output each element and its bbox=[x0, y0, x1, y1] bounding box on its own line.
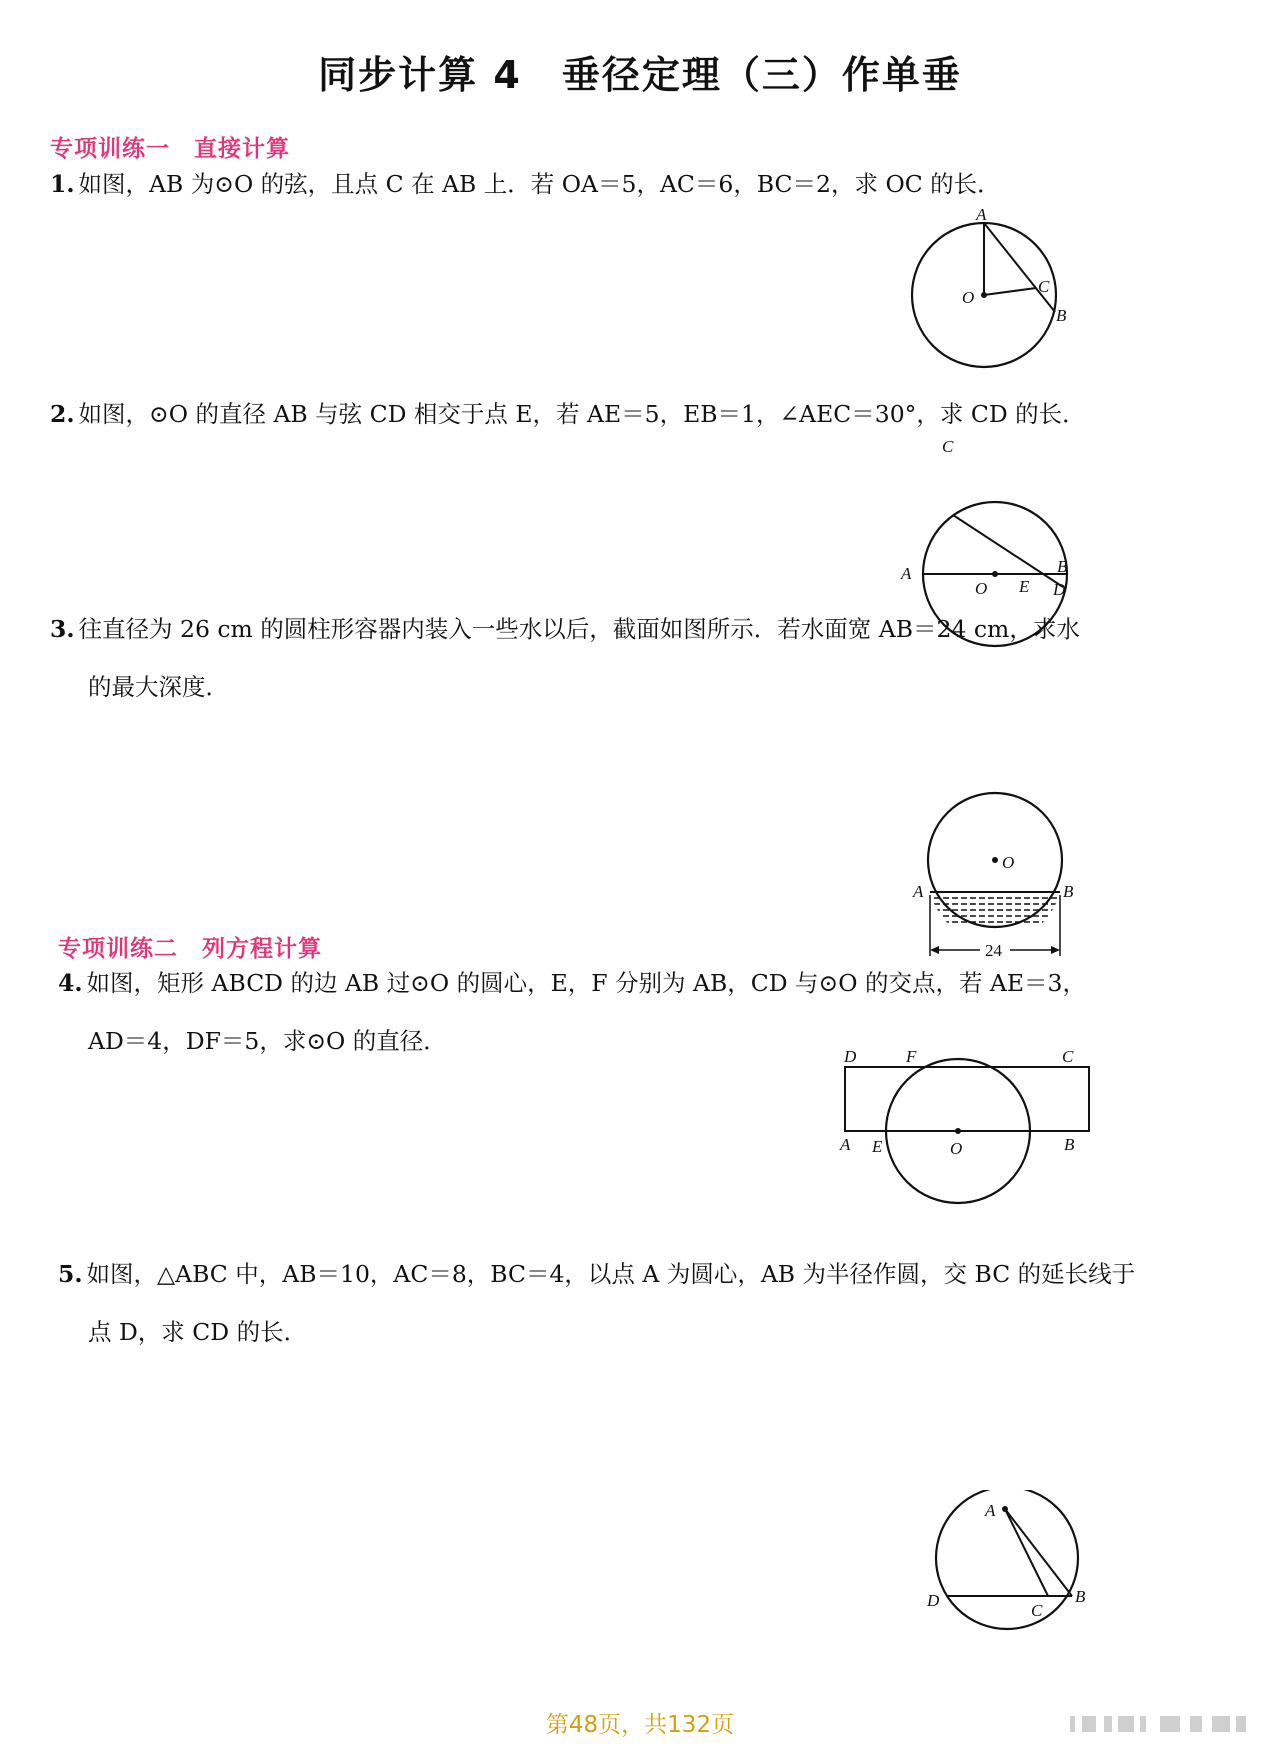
fig3-label-o: O bbox=[1002, 853, 1015, 872]
fig1-label-a: A bbox=[976, 205, 987, 224]
problem-1 bbox=[50, 155, 1001, 213]
page-title: 同步计算 4 垂径定理（三）作单垂 bbox=[318, 53, 962, 97]
fig4-rectangle bbox=[845, 1067, 1089, 1131]
fig4-label-c: C bbox=[1062, 1047, 1074, 1066]
fig1-chord-ab bbox=[984, 223, 1055, 312]
fig3-water-hatching bbox=[925, 898, 1065, 922]
fig5-label-d: D bbox=[927, 1591, 940, 1610]
scan-mark bbox=[1082, 1716, 1096, 1732]
problem-3-line-2: 的最大深度． bbox=[88, 673, 229, 701]
fig5-segment-ab bbox=[1005, 1509, 1072, 1596]
fig5-center-dot bbox=[1002, 1506, 1008, 1512]
fig3-label-a: A bbox=[913, 882, 924, 901]
fig4-label-a: A bbox=[840, 1135, 851, 1154]
problem-4-line-2: AD＝4，DF＝5，求⊙O 的直径． bbox=[88, 1027, 447, 1055]
fig2-label-d: D bbox=[1053, 580, 1066, 599]
fig1-label-b: B bbox=[1056, 306, 1067, 325]
section-heading-2: 专项训练二 列方程计算 bbox=[58, 936, 322, 962]
scan-mark bbox=[1118, 1716, 1134, 1732]
fig3-arrow-right bbox=[1051, 946, 1060, 954]
fig2-label-e: E bbox=[1019, 577, 1030, 596]
fig3-center-dot bbox=[992, 857, 998, 863]
problem-3-line-1: 往直径为 26 cm 的圆柱形容器内装入一些水以后，截面如图所示．若水面宽 AB＝24 cm，求水 bbox=[78, 615, 1080, 643]
fig5-label-a: A bbox=[985, 1501, 996, 1520]
page-footer: 第48页，共132页 bbox=[545, 1712, 735, 1738]
problem-5 bbox=[58, 1245, 1135, 1361]
fig2-label-b: B bbox=[1057, 557, 1068, 576]
fig3-label-width: 24 bbox=[985, 941, 1002, 960]
fig2-label-o: O bbox=[975, 579, 988, 598]
problem-2-text: 如图，⊙O 的直径 AB 与弦 CD 相交于点 E，若 AE＝5，EB＝1，∠AEC＝30°，求 CD 的长． bbox=[78, 400, 1086, 428]
scan-mark bbox=[1070, 1716, 1075, 1732]
fig1-label-c: C bbox=[1038, 277, 1050, 296]
problem-1-number: 1. bbox=[50, 170, 75, 198]
fig3-label-b: B bbox=[1063, 882, 1074, 901]
scan-mark bbox=[1190, 1716, 1202, 1732]
scan-mark bbox=[1236, 1716, 1246, 1732]
scan-mark bbox=[1212, 1716, 1230, 1732]
problem-3-number: 3. bbox=[50, 615, 75, 643]
problem-5-number: 5. bbox=[58, 1260, 83, 1288]
fig4-label-f: F bbox=[906, 1047, 917, 1066]
fig1-label-o: O bbox=[962, 288, 975, 307]
fig3-arrow-left bbox=[930, 946, 939, 954]
fig4-label-b: B bbox=[1064, 1135, 1075, 1154]
fig4-label-o: O bbox=[950, 1139, 963, 1158]
fig1-center-dot bbox=[981, 292, 987, 298]
fig5-segment-ac bbox=[1005, 1509, 1048, 1596]
fig1-segment-oc bbox=[984, 288, 1036, 295]
fig4-label-e: E bbox=[872, 1137, 883, 1156]
problem-1-text: 如图，AB 为⊙O 的弦，且点 C 在 AB 上．若 OA＝5，AC＝6，BC＝2，求 OC 的长． bbox=[78, 170, 1001, 198]
fig2-chord-cd bbox=[953, 515, 1063, 587]
problem-5-line-1: 如图，△ABC 中，AB＝10，AC＝8，BC＝4，以点 A 为圆心，AB 为半径作圆，交 BC 的延长线于 bbox=[86, 1260, 1136, 1288]
scan-mark bbox=[1160, 1716, 1180, 1732]
problem-4-number: 4. bbox=[58, 969, 83, 997]
problem-2-number: 2. bbox=[50, 400, 75, 428]
figure-5 bbox=[915, 1490, 1105, 1670]
problem-3 bbox=[50, 600, 1080, 716]
figure-1 bbox=[900, 200, 1090, 380]
fig2-center-dot bbox=[992, 571, 998, 577]
section-heading-1: 专项训练一 直接计算 bbox=[50, 136, 290, 162]
fig5-label-c: C bbox=[1031, 1601, 1043, 1620]
fig4-center-dot bbox=[955, 1128, 961, 1134]
fig2-label-a: A bbox=[901, 564, 912, 583]
figure-3 bbox=[905, 780, 1105, 965]
fig2-label-c: C bbox=[942, 437, 954, 456]
scan-mark bbox=[1140, 1716, 1146, 1732]
scan-mark bbox=[1104, 1716, 1112, 1732]
problem-4-line-1: 如图，矩形 ABCD 的边 AB 过⊙O 的圆心，E，F 分别为 AB，CD 与⊙O 的交点，若 AE＝3， bbox=[86, 969, 1086, 997]
fig4-label-d: D bbox=[844, 1047, 857, 1066]
problem-5-line-2: 点 D，求 CD 的长． bbox=[88, 1318, 308, 1346]
fig5-label-b: B bbox=[1075, 1587, 1086, 1606]
